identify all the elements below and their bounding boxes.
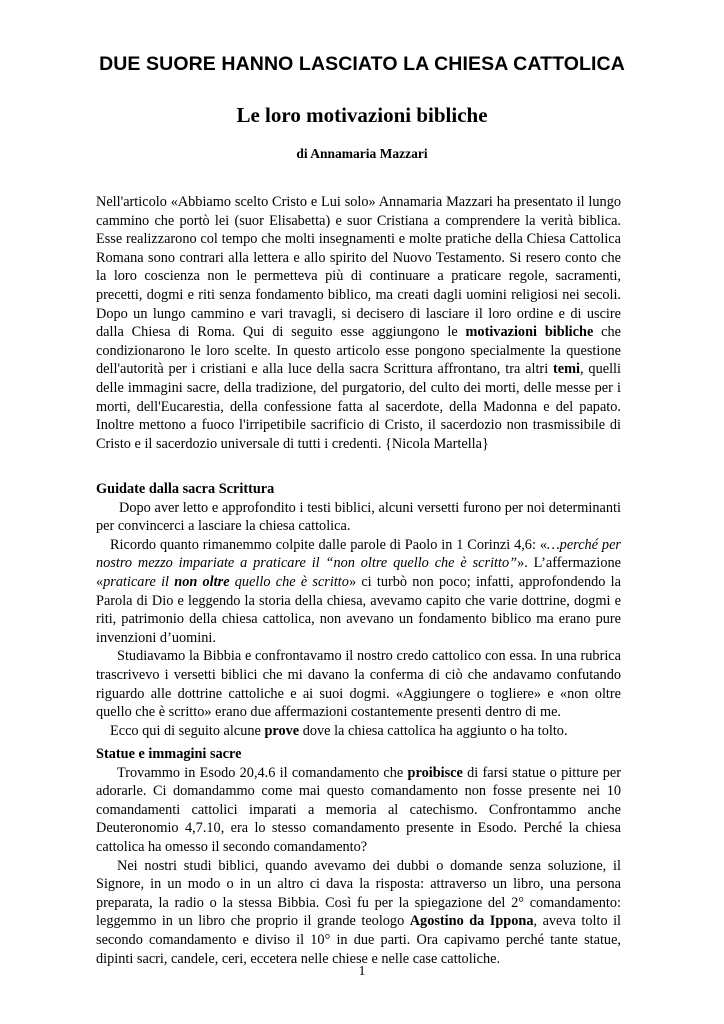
s2p1-bold-proibisce: proibisce bbox=[407, 764, 463, 781]
author-line: di Annamaria Mazzari bbox=[296, 146, 428, 161]
s1p2-text-c: » ci turbò non poco; infatti, approfondendo la Parola di Dio e leggendo la storia della chiesa, avevamo capito che varie dottrine, dogmi e riti, patrimonio della chiesa cattolica, non avevano un fondamento biblico ma erano pure invenzioni d’uomini. bbox=[96, 573, 621, 646]
s2p2-bold-agostino: Agostino da Ippona bbox=[409, 913, 534, 930]
document-subtitle: Le loro motivazioni bibliche bbox=[236, 103, 488, 127]
s1p2-bold-italic: non oltre bbox=[174, 573, 230, 590]
s1p2-text-b: ». L’affermazione « bbox=[96, 555, 622, 590]
s1p4-text-c: dove la chiesa cattolica ha aggiunto o ha tolto. bbox=[299, 722, 568, 739]
s1p2-text-a: Ricordo quanto rimanemmo colpite dalle parole di Paolo in 1 Corinzi 4,6: « bbox=[110, 536, 547, 553]
section1-paragraph-1: Dopo aver letto e approfondito i testi biblici, alcuni versetti furono per noi determinanti per convincerci a lasciare la chiesa cattolica. bbox=[96, 499, 621, 535]
section-heading: Guidate dalla sacra Scrittura bbox=[96, 481, 275, 497]
intro-paragraph bbox=[96, 193, 621, 453]
intro-text-2: che condizionarono le loro scelte. In questo articolo esse pongono specialmente la questione dell'autorità per i cristiani e alla luce della sacra Scrittura affrontano, tra altri bbox=[96, 324, 621, 378]
s1p4-bold-prove: prove bbox=[264, 722, 300, 739]
intro-bold-temi: temi bbox=[553, 361, 581, 378]
s1p4-text-a: Ecco qui di seguito alcune bbox=[110, 722, 265, 739]
s2p1-text-c: di farsi statue o pitture per adorarle. Ci domandammo come mai questo comandamento non fosse presente nei 10 comandamenti cattolici imparati a memoria al catechismo. Confrontammo anche Deuteronomio 4,7.10, era lo stesso comandamento presente in Esodo. Perché la chiesa cattolica ha omesso il secondo comandamento? bbox=[96, 764, 621, 855]
s2p1-text-a: Trovammo in Esodo 20,4.6 il comandamento che bbox=[117, 764, 408, 781]
s1p2-italic-2: praticare il bbox=[103, 573, 175, 590]
section2-paragraph-2 bbox=[96, 857, 621, 969]
section-heading: Statue e immagini sacre bbox=[96, 746, 242, 762]
section2-paragraph-1 bbox=[96, 764, 621, 857]
section1-paragraph-2 bbox=[96, 536, 621, 648]
intro-text-3: , quelli delle immagini sacre, della tradizione, del purgatorio, del culto dei morti, delle messe per i morti, dell'Eucarestia, della confessione fatta al sacerdote, della Madonna e del papato. Inoltre mettono a fuoco l'irripetibile sacrificio di Cristo, il sacerdozio non trasmissibile di Cristo e il sacerdozio universale di tutti i credenti. {Nicola Martella} bbox=[96, 361, 621, 452]
section-guidate bbox=[96, 480, 621, 740]
s1p2-italic-3: quello che è scritto bbox=[229, 573, 349, 590]
s1p2-italic-quote: …perché per nostro mezzo impariate a praticare il “non oltre quello che è scritto” bbox=[96, 536, 621, 572]
section1-paragraph-3: Studiavamo la Bibbia e confrontavamo il nostro credo cattolico con essa. In una rubrica trascrivevo i versetti biblici che mi davano la conferma di ciò che andavamo confutando riguardo alle dottrine cattoliche e ai suoi dogmi. «Aggiungere o togliere» e «non oltre quello che è scritto» erano due affermazioni costantemente presenti dentro di me. bbox=[96, 648, 621, 721]
intro-bold-motivazioni: motivazioni bibliche bbox=[465, 324, 594, 341]
section-statue bbox=[96, 745, 621, 968]
section1-paragraph-4 bbox=[96, 722, 621, 741]
s2p2-text-a: Nei nostri studi biblici, quando avevamo dei dubbi o domande senza soluzione, il Signore, in un modo o in un altro ci dava la risposta: attraverso un libro, una persona preparata, la radio o la stessa Bibbia. Così fu per la spiegazione del 2° comandamento: leggemmo in un libro che proprio il grande teologo bbox=[96, 857, 621, 930]
document-title: DUE SUORE HANNO LASCIATO LA CHIESA CATTOLICA bbox=[99, 53, 625, 75]
s2p2-text-c: , aveva tolto il secondo comandamento e diviso il 10° in due parti. Ora capivamo perché tante statue, dipinti sacri, candele, ceri, eccetera nelle chiese e nelle case cattoliche. bbox=[96, 913, 622, 967]
intro-text-1: Nell'articolo «Abbiamo scelto Cristo e Lui solo» Annamaria Mazzari ha presentato il lungo cammino che portò lei (suor Elisabetta) e suor Cristiana a comprendere la verità biblica. Esse realizzarono col tempo che molti insegnamenti e molte pratiche della Chiesa Cattolica Romana sono contrari alla lettera e allo spirito del Nuovo Testamento. Si resero conto che la loro coscienza non le permetteva più di continuare a praticare regole, sacramenti, precetti, dogmi e riti senza fondamento biblico, ma creati dagli uomini religiosi nei secoli. Dopo un lungo cammino e vari travagli, si decisero di lasciare il loro ordine e di uscire dalla Chiesa di Roma. Qui di seguito esse aggiungono le bbox=[96, 194, 621, 341]
page-number: 1 bbox=[358, 964, 366, 979]
